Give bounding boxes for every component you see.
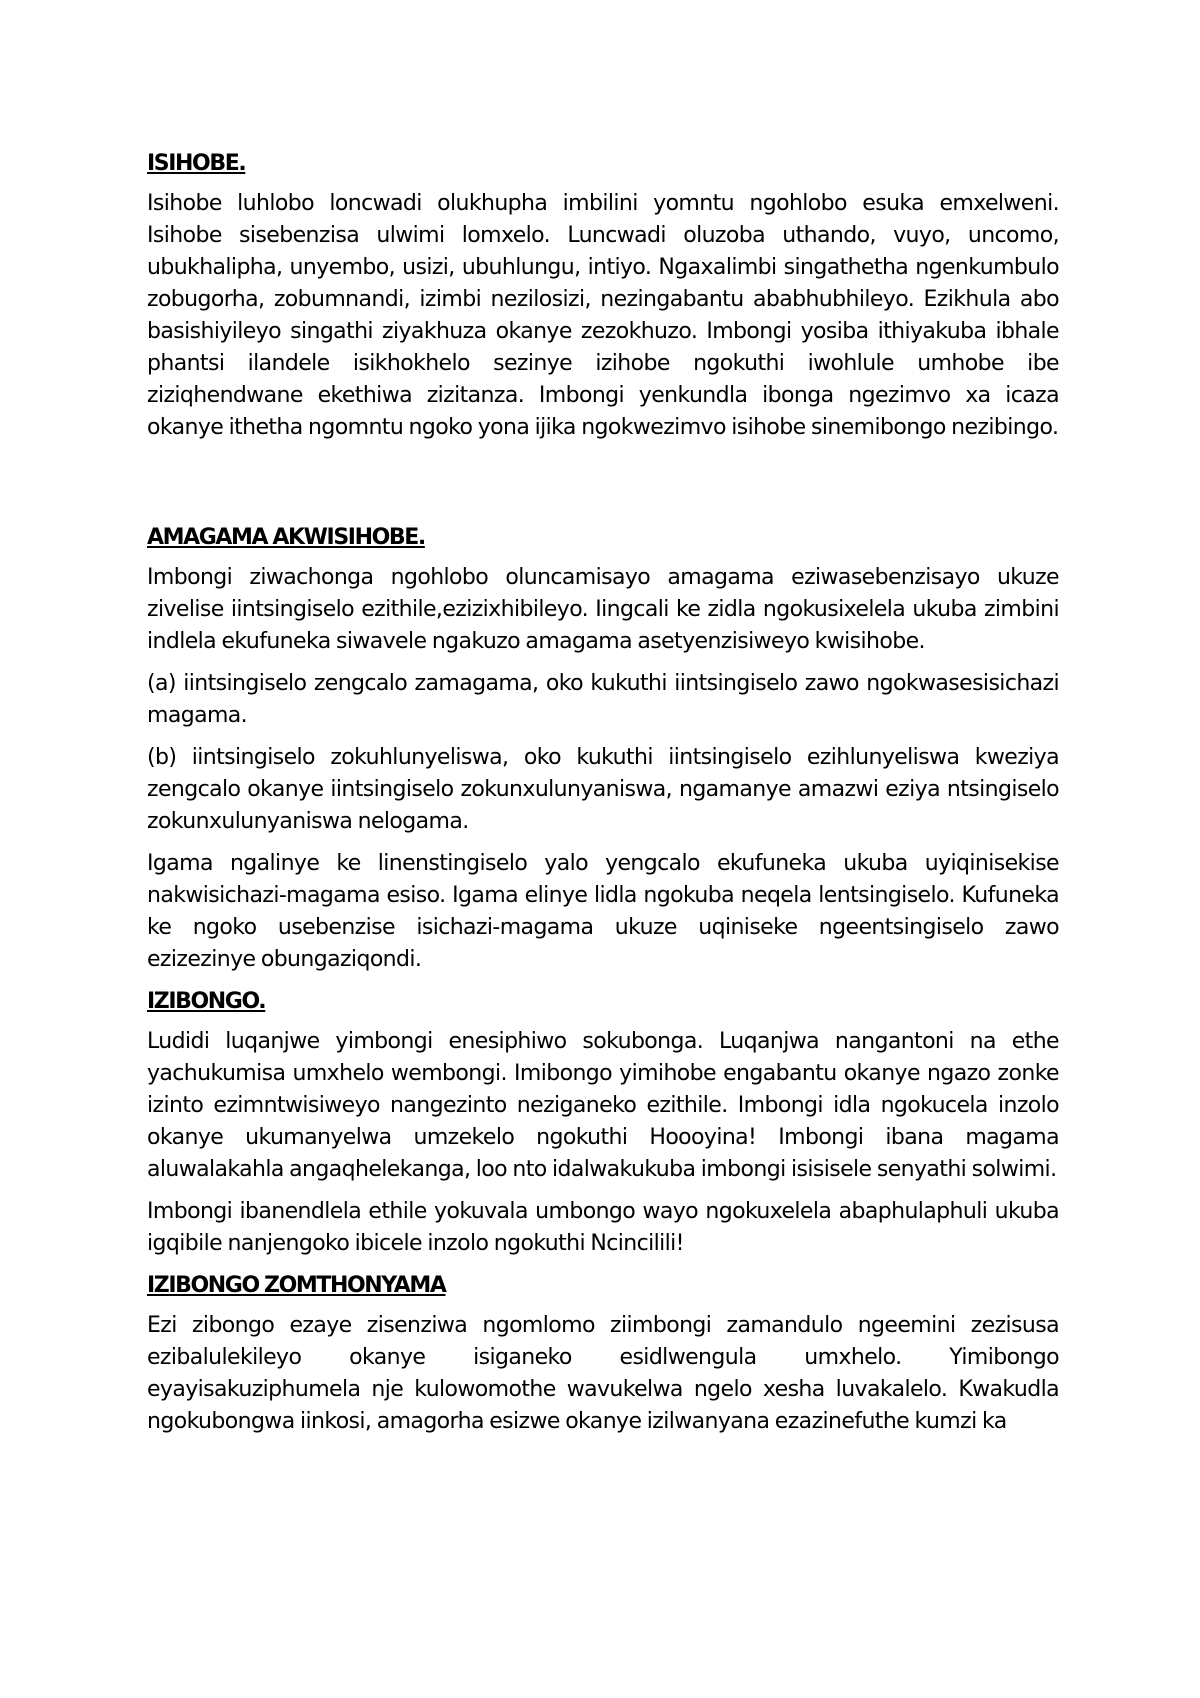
heading-isihobe: ISIHOBE. <box>147 151 246 176</box>
document-page <box>147 148 1059 1448</box>
paragraph-izibongo-2: Imbongi ibanendlela ethile yokuvala umbongo wayo ngokuxelela abaphulaphuli ukuba igqibile nanjengoko ibicele inzolo ngokuthi Ncincilili! <box>147 1199 1059 1256</box>
heading-izibongo: IZIBONGO. <box>147 989 266 1014</box>
paragraph-isihobe: Isihobe luhlobo loncwadi olukhupha imbilini yomntu ngohlobo esuka emxelweni. Isihobe sisebenzisa ulwimi lomxelo. Luncwadi oluzoba uthando, vuyo, uncomo, ubukhalipha, unyembo, usizi, ubuhlungu, intiyo. Ngaxalimbi singathetha ngenkumbulo zobugorha, zobumnandi, izimbi nezilosizi, nezingabantu ababhubhileyo. Ezikhula abo basishiyileyo singathi ziyakhuza okanye zezokhuzo. Imbongi yosiba ithiyakuba ibhale phantsi ilandele isikhokhelo sezinye izihobe ngokuthi iwohlule umhobe ibe ziziqhendwane ekethiwa zizitanza. Imbongi yenkundla ibonga ngezimvo xa icaza okanye ithetha ngomntu ngoko yona ijika ngokwezimvo isihobe sinemibongo nezibingo. <box>147 191 1059 440</box>
heading-izibongo-zomthonyama: IZIBONGO ZOMTHONYAMA <box>147 1273 446 1298</box>
paragraph-izibongo-1: Ludidi luqanjwe yimbongi enesiphiwo sokubonga. Luqanjwa nangantoni na ethe yachukumisa umxhelo wembongi. Imibongo yimihobe engabantu okanye ngazo zonke izinto ezimntwisiweyo nangezinto neziganeko ezithile. Imbongi idla ngokucela inzolo okanye ukumanyelwa umzekelo ngokuthi Hoooyina! Imbongi ibana magama aluwalakahla angaqhelekanga, loo nto idalwakukuba imbongi isisisele senyathi solwimi. <box>147 1029 1059 1182</box>
paragraph-amagama-intro: Imbongi ziwachonga ngohlobo oluncamisayo amagama eziwasebenzisayo ukuze zivelise iintsingiselo ezithile,ezizixhibileyo. Iingcali ke zidla ngokusixelela ukuba zimbini indlela ekufuneka siwavele ngakuzo amagama asetyenzisiweyo kwisihobe. <box>147 565 1059 654</box>
section-gap <box>147 454 1059 522</box>
paragraph-amagama-igama: Igama ngalinye ke linenstingiselo yalo yengcalo ekufuneka ukuba uyiqinisekise nakwisichazi-magama esiso. Igama elinye lidla ngokuba neqela lentsingiselo. Kufuneka ke ngoko usebenzise isichazi-magama ukuze uqiniseke ngeentsingiselo zawo ezizezinye obungaziqondi. <box>147 851 1059 972</box>
paragraph-amagama-b: (b) iintsingiselo zokuhlunyeliswa, oko kukuthi iintsingiselo ezihlunyeliswa kweziya zengcalo okanye iintsingiselo zokunxulunyaniswa, ngamanye amazwi eziya ntsingiselo zokunxulunyaniswa nelogama. <box>147 745 1059 834</box>
paragraph-amagama-a: (a) iintsingiselo zengcalo zamagama, oko kukuthi iintsingiselo zawo ngokwasesisichazi magama. <box>147 671 1059 728</box>
paragraph-izibongo-zomthonyama: Ezi zibongo ezaye zisenziwa ngomlomo ziimbongi zamandulo ngeemini zezisusa ezibalulekileyo okanye isiganeko esidlwengula umxhelo. Yimibongo eyayisakuziphumela nje kulowomothe wavukelwa ngelo xesha luvakalelo. Kwakudla ngokubongwa iinkosi, amagorha esizwe okanye izilwanyana ezazinefuthe kumzi ka <box>147 1313 1059 1434</box>
heading-amagama-akwisihobe: AMAGAMA AKWISIHOBE. <box>147 525 425 550</box>
